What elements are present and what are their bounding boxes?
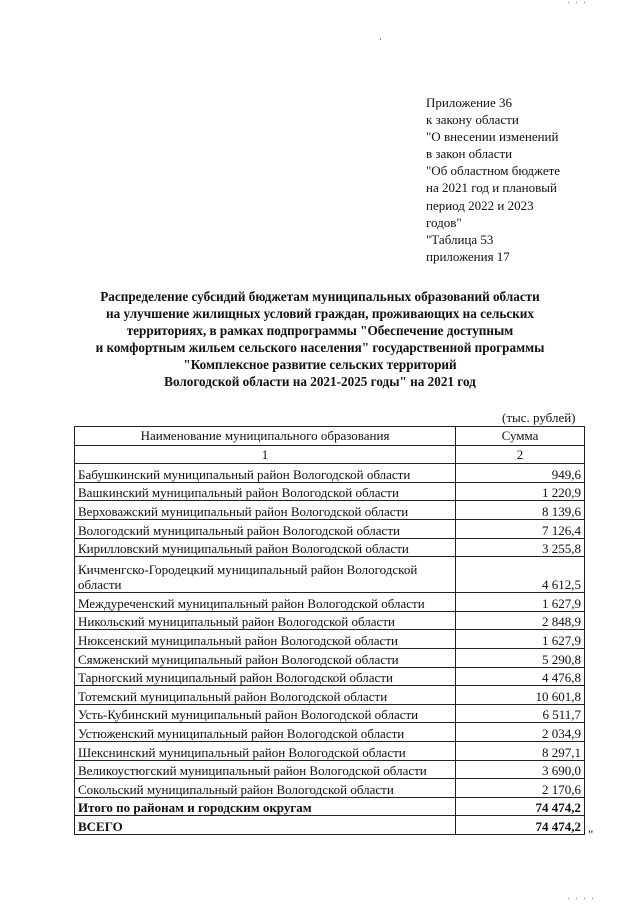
table-row [75,723,585,742]
scan-mark-bottom: ' ' ' ' [568,896,596,906]
appendix-line: "Об областном бюджете [426,163,561,179]
table-row [75,501,585,520]
column-number-row [75,445,585,464]
table-row [75,648,585,667]
scan-dot [380,38,381,40]
row-name: Тарногский муниципальный район Вологодской области [75,667,456,686]
row-sum: 74 474,2 [456,816,585,835]
appendix-line: "О внесении изменений [426,129,559,145]
row-sum: 949,6 [456,464,585,483]
units-label: (тыс. рублей) [502,410,576,425]
table-row [75,519,585,538]
table-row [75,538,585,557]
row-sum: 8 297,1 [456,741,585,760]
table-row [75,797,585,816]
row-sum: 10 601,8 [456,686,585,705]
row-name: Сокольский муниципальный район Вологодской области [75,779,456,798]
title-line: и комфортным жильем сельского населения" государственной программы [95,340,545,355]
row-sum: 2 034,9 [456,723,585,742]
row-name: Никольский муниципальный район Вологодской области [75,611,456,630]
row-name: Вашкинский муниципальный район Вологодской области [75,482,456,501]
table-row [75,816,585,835]
row-name: Тотемский муниципальный район Вологодской области [75,686,456,705]
document-title [60,288,580,390]
row-name: Бабушкинский муниципальный район Вологодской области [75,464,456,483]
appendix-line: к закону области [426,112,519,128]
table-row [75,779,585,798]
row-sum: 1 627,9 [456,593,585,612]
appendix-line: период 2022 и 2023 [426,197,534,213]
row-sum: 4 476,8 [456,667,585,686]
table-row [75,593,585,612]
row-sum: 6 511,7 [456,704,585,723]
appendix-line: "Таблица 53 [426,231,494,247]
table-row [75,630,585,649]
appendix-line: в закон области [426,146,513,162]
appendix-reference [426,94,626,265]
row-name: Великоустюгский муниципальный район Вологодской области [75,760,456,779]
row-sum: 3 690,0 [456,760,585,779]
row-sum: 5 290,8 [456,648,585,667]
table-row [75,667,585,686]
row-sum: 1 220,9 [456,482,585,501]
title-line: на улучшение жилищных условий граждан, проживающих на сельских [106,306,534,321]
header-sum: Сумма [456,427,585,446]
row-name: Сямженский муниципальный район Вологодской области [75,648,456,667]
row-sum: 3 255,8 [456,538,585,557]
appendix-line: приложения 17 [426,248,510,264]
scan-mark-top: ' ' ' [568,0,588,10]
row-sum: 7 126,4 [456,519,585,538]
appendix-line: годов" [426,214,462,230]
closing-quote: " [588,827,594,842]
row-name: ВСЕГО [75,816,456,835]
header-name: Наименование муниципального образования [75,427,456,446]
row-name: Междуреченский муниципальный район Вологодской области [75,593,456,612]
title-line: "Комплексное развитие сельских территорий [183,357,457,372]
row-name: Усть-Кубинский муниципальный район Вологодской области [75,704,456,723]
row-name: Шекснинский муниципальный район Вологодской области [75,741,456,760]
appendix-line: Приложение 36 [426,95,513,110]
row-sum: 2 848,9 [456,611,585,630]
table-row [75,464,585,483]
table-row [75,482,585,501]
table-header-row [75,427,585,446]
row-name: Нюксенский муниципальный район Вологодской области [75,630,456,649]
row-name: Кичменгско-Городецкий муниципальный район Вологодской области [75,557,456,593]
table-row [75,686,585,705]
row-name: Устюженский муниципальный район Вологодской области [75,723,456,742]
table-row [75,704,585,723]
table-row [75,557,585,593]
row-name: Итого по районам и городским округам [75,797,456,816]
title-line: Вологодской области на 2021-2025 годы" на 2021 год [164,374,476,389]
appendix-line: на 2021 год и плановый [426,180,557,196]
row-name: Кирилловский муниципальный район Вологодской области [75,538,456,557]
row-sum: 4 612,5 [456,557,585,593]
row-sum: 2 170,6 [456,779,585,798]
table-row [75,741,585,760]
row-sum: 74 474,2 [456,797,585,816]
row-name: Верховажский муниципальный район Вологодской области [75,501,456,520]
table-row [75,611,585,630]
row-name: Вологодский муниципальный район Вологодской области [75,519,456,538]
row-sum: 8 139,6 [456,501,585,520]
column-number: 2 [456,445,585,464]
title-line: Распределение субсидий бюджетам муниципальных образований области [100,289,540,304]
row-sum: 1 627,9 [456,630,585,649]
column-number: 1 [75,445,456,464]
subsidy-table [74,426,585,835]
table-row [75,760,585,779]
title-line: территориях, в рамках подпрограммы "Обеспечение доступным [126,323,514,338]
